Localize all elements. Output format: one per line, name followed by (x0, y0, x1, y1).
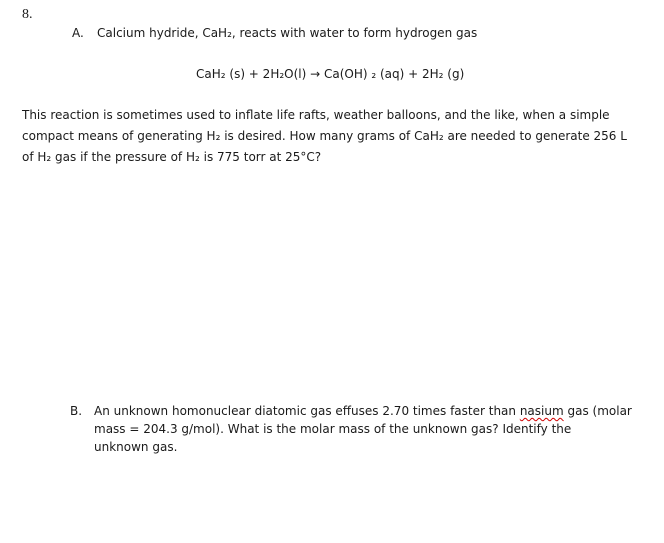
misspelled-word-nasium[interactable]: nasium (519, 404, 564, 418)
part-a-label: A. (72, 26, 84, 40)
chemical-equation: CaH₂ (s) + 2H₂O(l) → Ca(OH) ₂ (aq) + 2H₂ (g) (196, 67, 465, 81)
question-number: 8. (22, 7, 33, 22)
part-a-paragraph-line-3: of H₂ gas if the pressure of H₂ is 775 torr at 25°C? (22, 150, 322, 164)
part-b-line-1-end: gas (molar (563, 404, 632, 418)
part-b-line-1 (70, 403, 632, 419)
part-a-intro: Calcium hydride, CaH₂, reacts with water to form hydrogen gas (97, 26, 478, 40)
part-b-label: B. (70, 404, 83, 418)
part-a-paragraph-line-1: This reaction is sometimes used to inflate life rafts, weather balloons, and the like, when a simple (22, 108, 610, 122)
part-b-line-1-start: An unknown homonuclear diatomic gas effuses 2.70 times faster than (94, 404, 520, 418)
part-a-intro-line (72, 25, 477, 41)
part-b-line-3: unknown gas. (94, 440, 178, 454)
part-b-line-2: mass = 204.3 g/mol). What is the molar mass of the unknown gas? Identify the (94, 422, 572, 436)
part-a-paragraph-line-2: compact means of generating H₂ is desired. How many grams of CaH₂ are needed to generate 256 L (22, 129, 627, 143)
